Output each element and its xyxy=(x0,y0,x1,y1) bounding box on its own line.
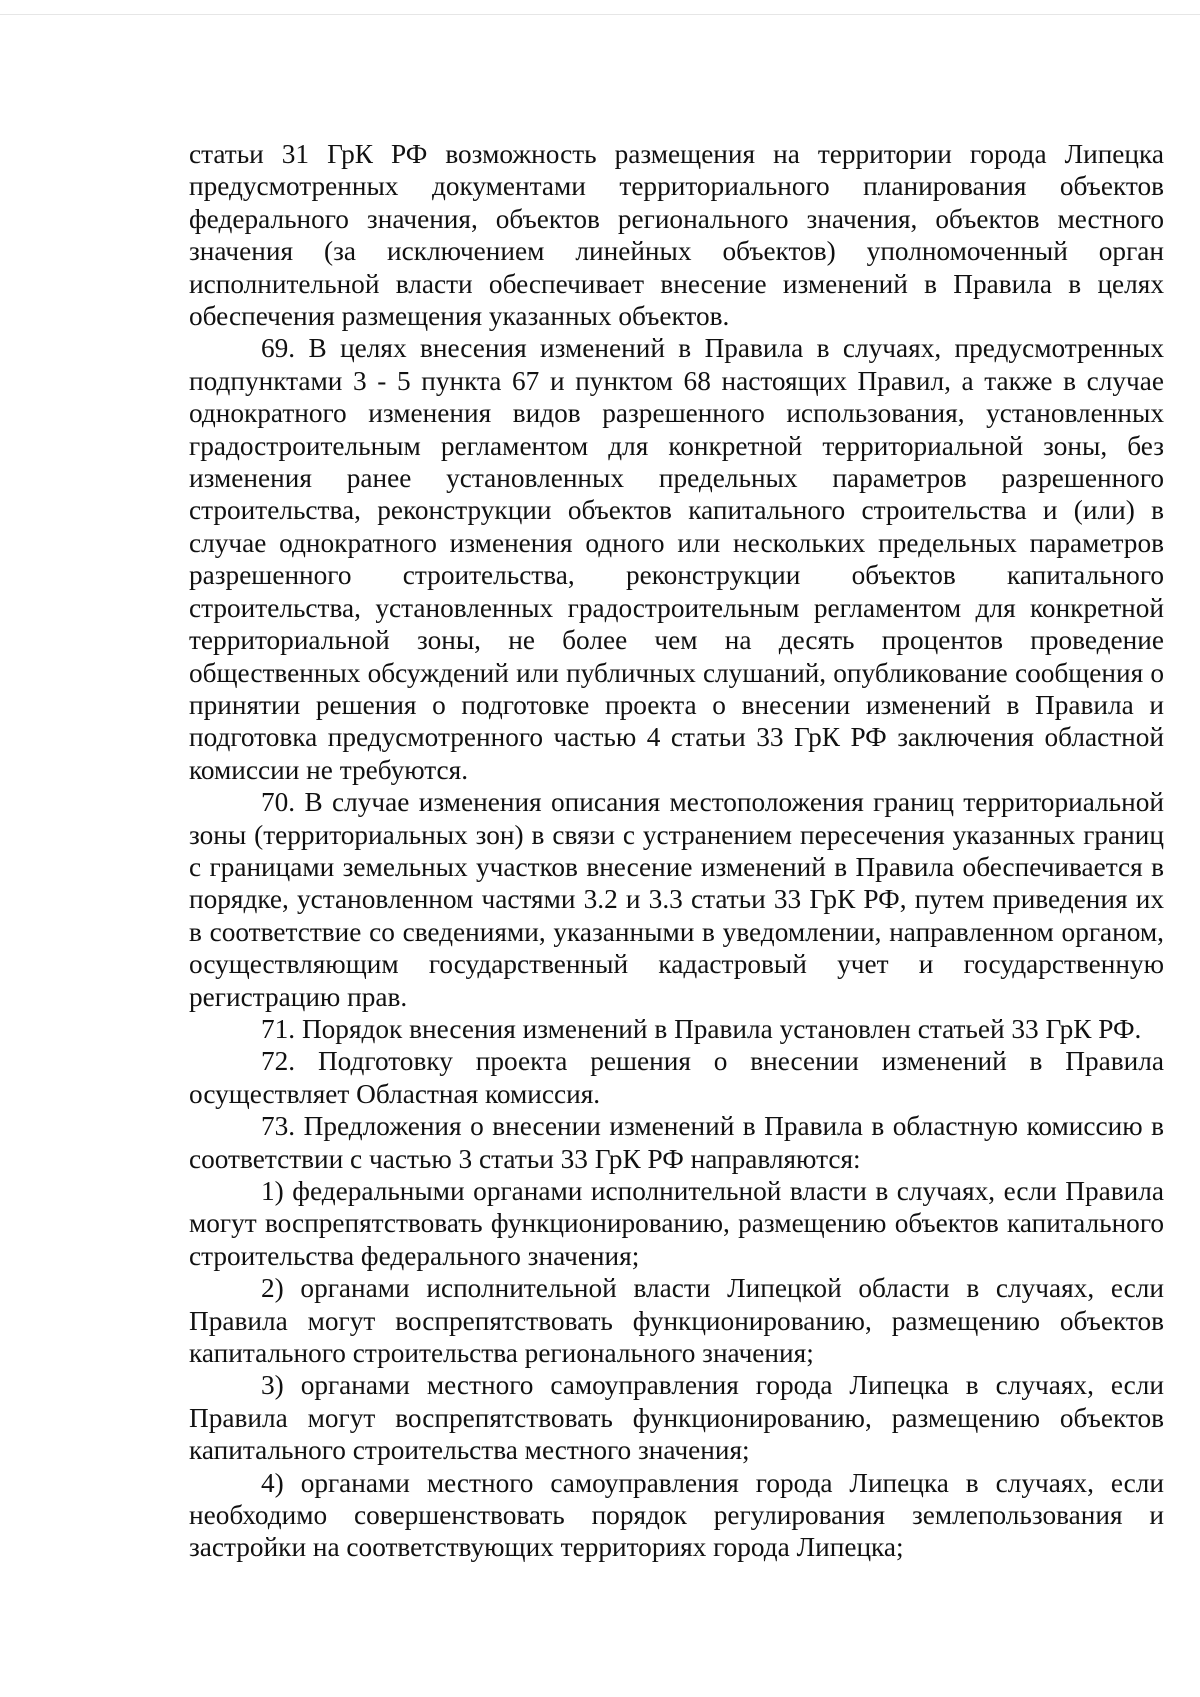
list-item-3: 3) органами местного самоуправления города Липецка в случаях, если Правила могут воспрепятствовать функционированию, размещению объектов капитального строительства местного значения; xyxy=(189,1370,1164,1466)
paragraph-72: 72. Подготовку проекта решения о внесении изменений в Правила осуществляет Областная комиссия. xyxy=(189,1046,1164,1109)
paragraph-73: 73. Предложения о внесении изменений в Правила в областную комиссию в соответствии с частью 3 статьи 33 ГрК РФ направляются: xyxy=(189,1111,1164,1174)
scan-edge-line xyxy=(0,14,1200,15)
list-item-1: 1) федеральными органами исполнительной власти в случаях, если Правила могут воспрепятствовать функционированию, размещению объектов капитального строительства федерального значения; xyxy=(189,1176,1164,1271)
document-body xyxy=(189,138,1164,1564)
paragraph-69: 69. В целях внесения изменений в Правила в случаях, предусмотренных подпунктами 3 - 5 пункта 67 и пунктом 68 настоящих Правил, а также в случае однократного изменения видов разрешенного использования, установленных градостроительным регламентом для конкретной территориальной зоны, без изменения ранее установленных предельных параметров разрешенного строительства, реконструкции объектов капитального строительства и (или) в случае однократного изменения одного или нескольких предельных параметров разрешенного строительства, реконструкции объектов капитального строительства, установленных градостроительным регламентом для конкретной территориальной зоны, не более чем на десять процентов проведение общественных обсуждений или публичных слушаний, опубликование сообщения о принятии решения о подготовке проекта о внесении изменений в Правила и подготовка предусмотренного частью 4 статьи 33 ГрК РФ заключения областной комиссии не требуются. xyxy=(189,333,1164,785)
list-item-4: 4) органами местного самоуправления города Липецка в случаях, если необходимо совершенствовать порядок регулирования землепользования и застройки на соответствующих территориях города Липецка; xyxy=(189,1467,1164,1563)
paragraph-continuation: статьи 31 ГрК РФ возможность размещения на территории города Липецка предусмотренных документами территориального планирования объектов федерального значения, объектов регионального значения, объектов местного значения (за исключением линейных объектов) уполномоченный орган исполнительной власти обеспечивает внесение изменений в Правила в целях обеспечения размещения указанных объектов. xyxy=(189,139,1164,332)
paragraph-70: 70. В случае изменения описания местоположения границ территориальной зоны (территориальных зон) в связи с устранением пересечения указанных границ с границами земельных участков внесение изменений в Правила обеспечивается в порядке, установленном частями 3.2 и 3.3 статьи 33 ГрК РФ, путем приведения их в соответствие со сведениями, указанными в уведомлении, направленном органом, осуществляющим государственный кадастровый учет и государственную регистрацию прав. xyxy=(189,787,1164,1012)
paragraph-71: 71. Порядок внесения изменений в Правила установлен статьей 33 ГрК РФ. xyxy=(261,1013,1142,1044)
list-item-2: 2) органами исполнительной власти Липецкой области в случаях, если Правила могут воспрепятствовать функционированию, размещению объектов капитального строительства регионального значения; xyxy=(189,1273,1164,1369)
